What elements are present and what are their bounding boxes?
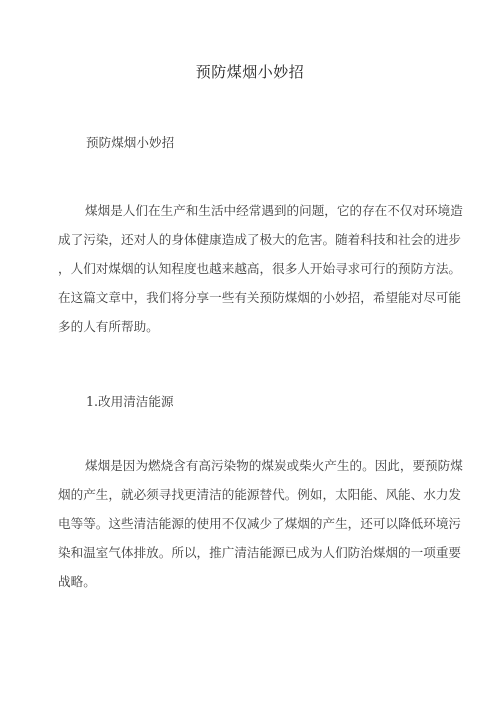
document-subtitle: 预防煤烟小妙招	[86, 135, 175, 150]
section1-line: 战略。	[58, 574, 96, 589]
section1-line: 烟的产生，就必须寻找更清洁的能源替代。例如，太阳能、风能、水力发	[58, 487, 461, 502]
intro-line: 多的人有所帮助。	[58, 319, 159, 334]
section1-line: 电等等。这些清洁能源的使用不仅减少了煤烟的产生，还可以降低环境污	[58, 516, 461, 531]
intro-paragraph	[58, 196, 463, 341]
intro-line: 煤烟是人们在生产和生活中经常遇到的问题，它的存在不仅对环境造	[85, 203, 463, 218]
section1-line: 染和温室气体排放。所以，推广清洁能源已成为人们防治煤烟的一项重要	[58, 545, 461, 560]
section-heading: 1.改用清洁能源	[86, 394, 174, 409]
intro-line: ，人们对煤烟的认知程度也越来越高，很多人开始寻求可行的预防方法。	[58, 261, 461, 276]
section1-line: 煤烟是因为燃烧含有高污染物的煤炭或柴火产生的。因此，要预防煤	[85, 458, 463, 473]
section1-paragraph	[58, 451, 463, 596]
intro-line: 在这篇文章中，我们将分享一些有关预防煤烟的小妙招，希望能对尽可能	[58, 290, 461, 305]
document-title: 预防煤烟小妙招	[195, 63, 305, 81]
intro-line: 成了污染，还对人的身体健康造成了极大的危害。随着科技和社会的进步	[58, 232, 461, 247]
